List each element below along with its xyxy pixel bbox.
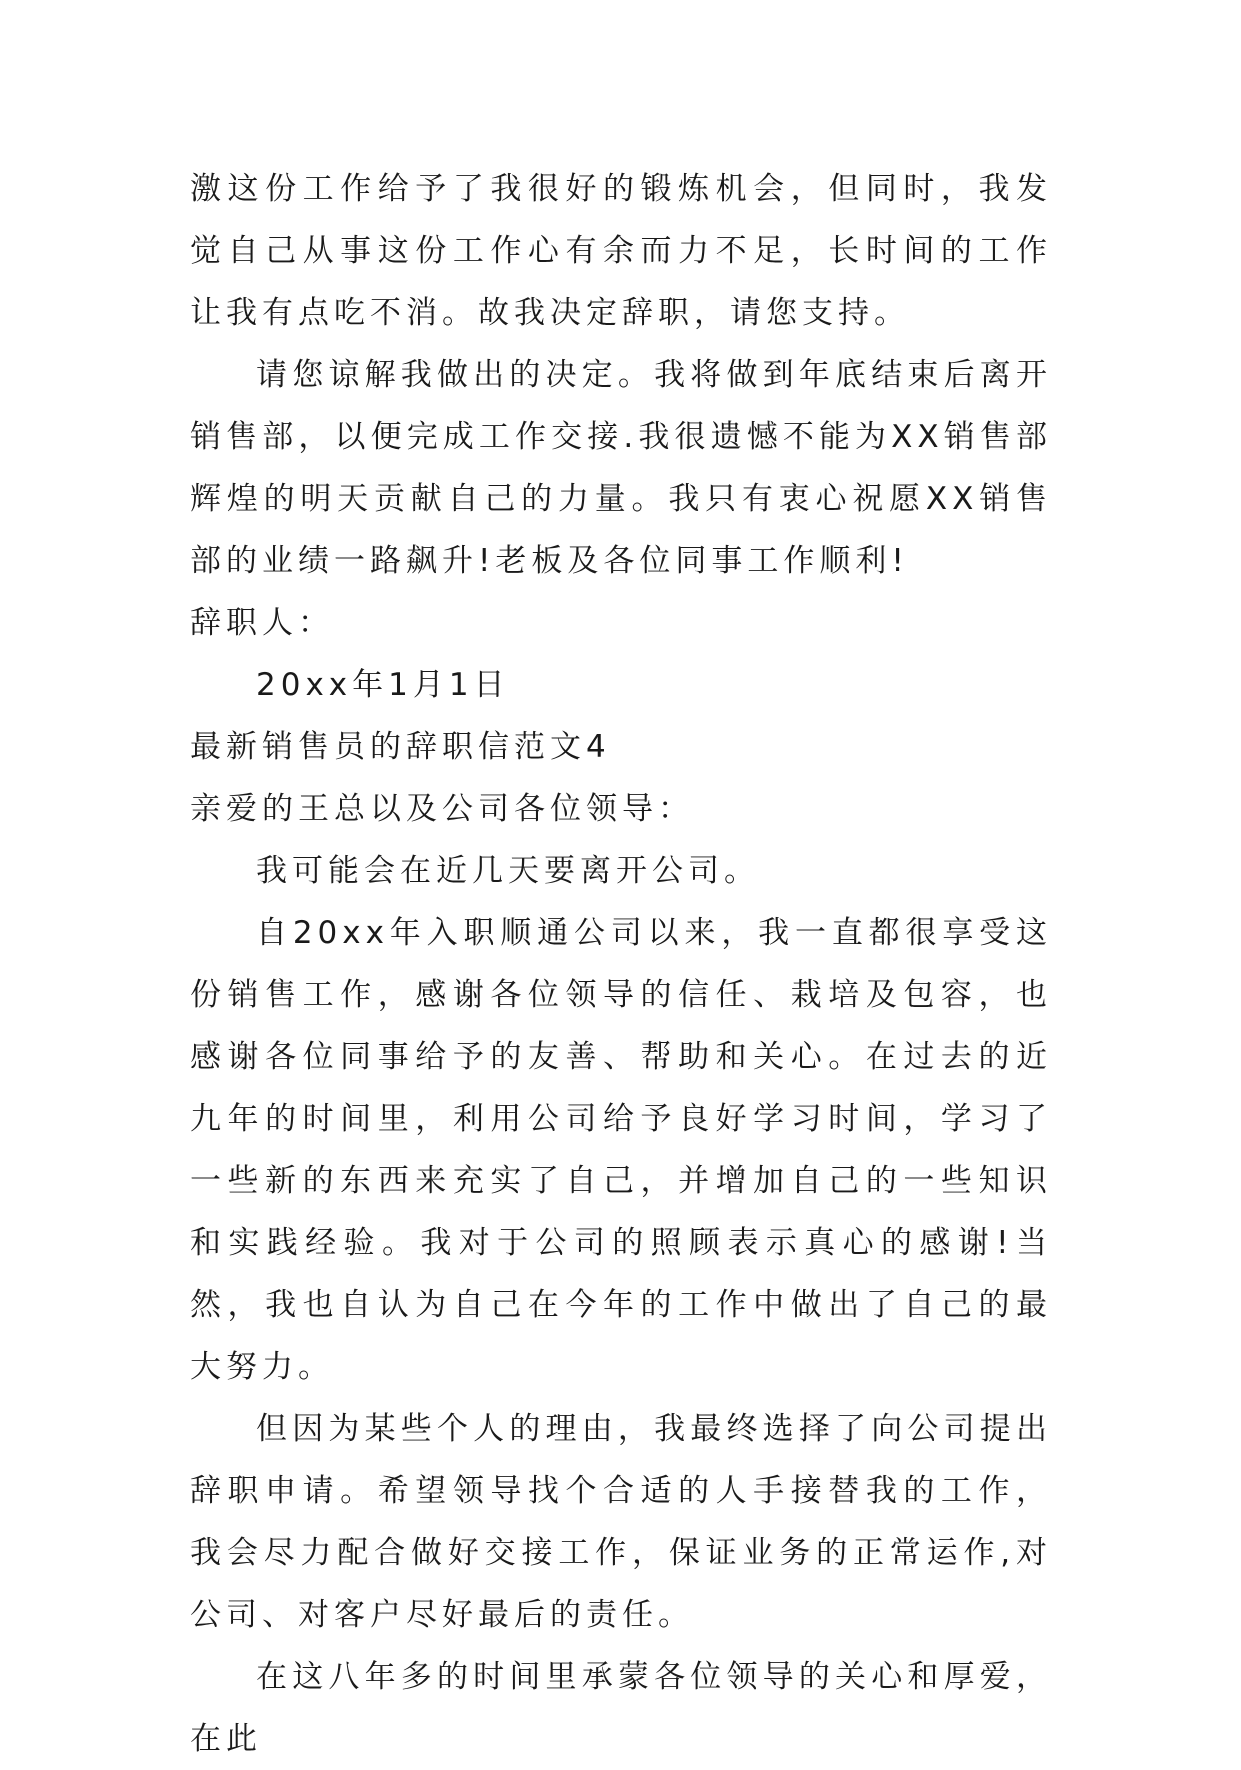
letter-body [190,158,1052,1770]
letter-date: 20xx年1月1日 [256,667,510,703]
salutation: 亲爱的王总以及公司各位领导： [190,791,694,827]
paragraph-work-burden: 激这份工作给予了我很好的锻炼机会，但同时，我发觉自己从事这份工作心有余而力不足，长时间的工作让我有点吃不消。故我决定辞职，请您支持。 [190,171,1052,331]
signature-label: 辞职人： [190,605,334,641]
paragraph-resignation-reason: 但因为某些个人的理由，我最终选择了向公司提出辞职申请。希望领导找个合适的人手接替我的工作，我会尽力配合做好交接工作，保证业务的正常运作,对公司、对客户尽好最后的责任。 [190,1411,1052,1633]
paragraph-thanks-closing: 在这八年多的时间里承蒙各位领导的关心和厚爱，在此 [190,1659,1052,1757]
paragraph-understanding: 请您谅解我做出的决定。我将做到年底结束后离开销售部，以便完成工作交接.我很遗憾不能为XX销售部辉煌的明天贡献自己的力量。我只有衷心祝愿XX销售部的业绩一路飙升!老板及各位同事工作顺利! [190,357,1052,579]
paragraph-leaving: 我可能会在近几天要离开公司。 [256,853,760,889]
paragraph-gratitude: 自20xx年入职顺通公司以来，我一直都很享受这份销售工作，感谢各位领导的信任、栽培及包容，也感谢各位同事给予的友善、帮助和关心。在过去的近九年的时间里，利用公司给予良好学习时间，学习了一些新的东西来充实了自己，并增加自己的一些知识和实践经验。我对于公司的照顾表示真心的感谢!当然，我也自认为自己在今年的工作中做出了自己的最大努力。 [190,915,1052,1385]
section-title: 最新销售员的辞职信范文4 [190,729,611,765]
